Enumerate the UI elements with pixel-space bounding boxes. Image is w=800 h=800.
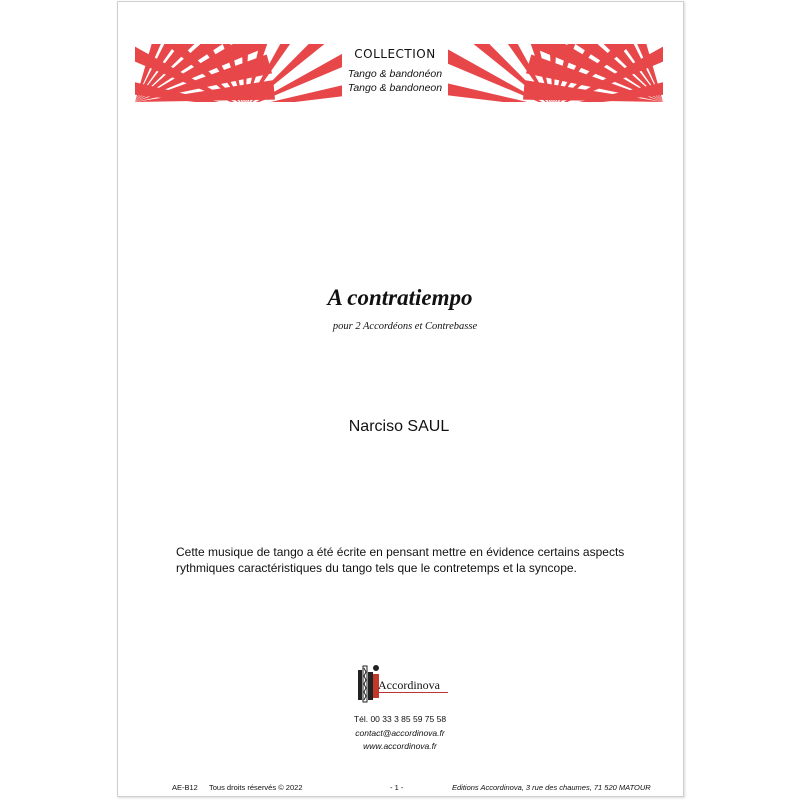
series-name-english: Tango & bandoneon bbox=[347, 82, 443, 94]
piece-description bbox=[176, 544, 636, 576]
catalog-reference: AE-B12 bbox=[172, 783, 198, 792]
logo-underline bbox=[376, 692, 448, 693]
publisher-address: Editions Accordinova, 3 rue des chaumes, 71 520 MATOUR bbox=[452, 783, 651, 792]
instrumentation-subtitle: pour 2 Accordéons et Contrebasse bbox=[332, 321, 478, 332]
publisher-logo-text: Accordinova bbox=[378, 678, 440, 692]
page-number: - 1 - bbox=[390, 783, 404, 792]
series-name-french: Tango & bandonéon bbox=[347, 68, 443, 80]
composer-name: Narciso SAUL bbox=[348, 418, 450, 435]
collection-heading: COLLECTION bbox=[354, 47, 436, 61]
publisher-email[interactable]: contact@accordinova.fr bbox=[355, 728, 445, 738]
publisher-phone: Tél. 00 33 3 85 59 75 58 bbox=[353, 714, 447, 724]
publisher-logo bbox=[356, 660, 456, 708]
description-line: Cette musique de tango a été écrite en pensant mettre en évidence certains aspects bbox=[176, 545, 625, 559]
collection-label-box bbox=[342, 44, 448, 102]
piece-title: A contratiempo bbox=[327, 285, 473, 310]
description-line: rythmiques caractéristiques du tango tels que le contretemps et la syncope. bbox=[176, 561, 577, 575]
copyright-notice: Tous droits réservés © 2022 bbox=[209, 783, 303, 792]
collection-banner bbox=[135, 44, 663, 102]
publisher-website[interactable]: www.accordinova.fr bbox=[363, 741, 437, 751]
